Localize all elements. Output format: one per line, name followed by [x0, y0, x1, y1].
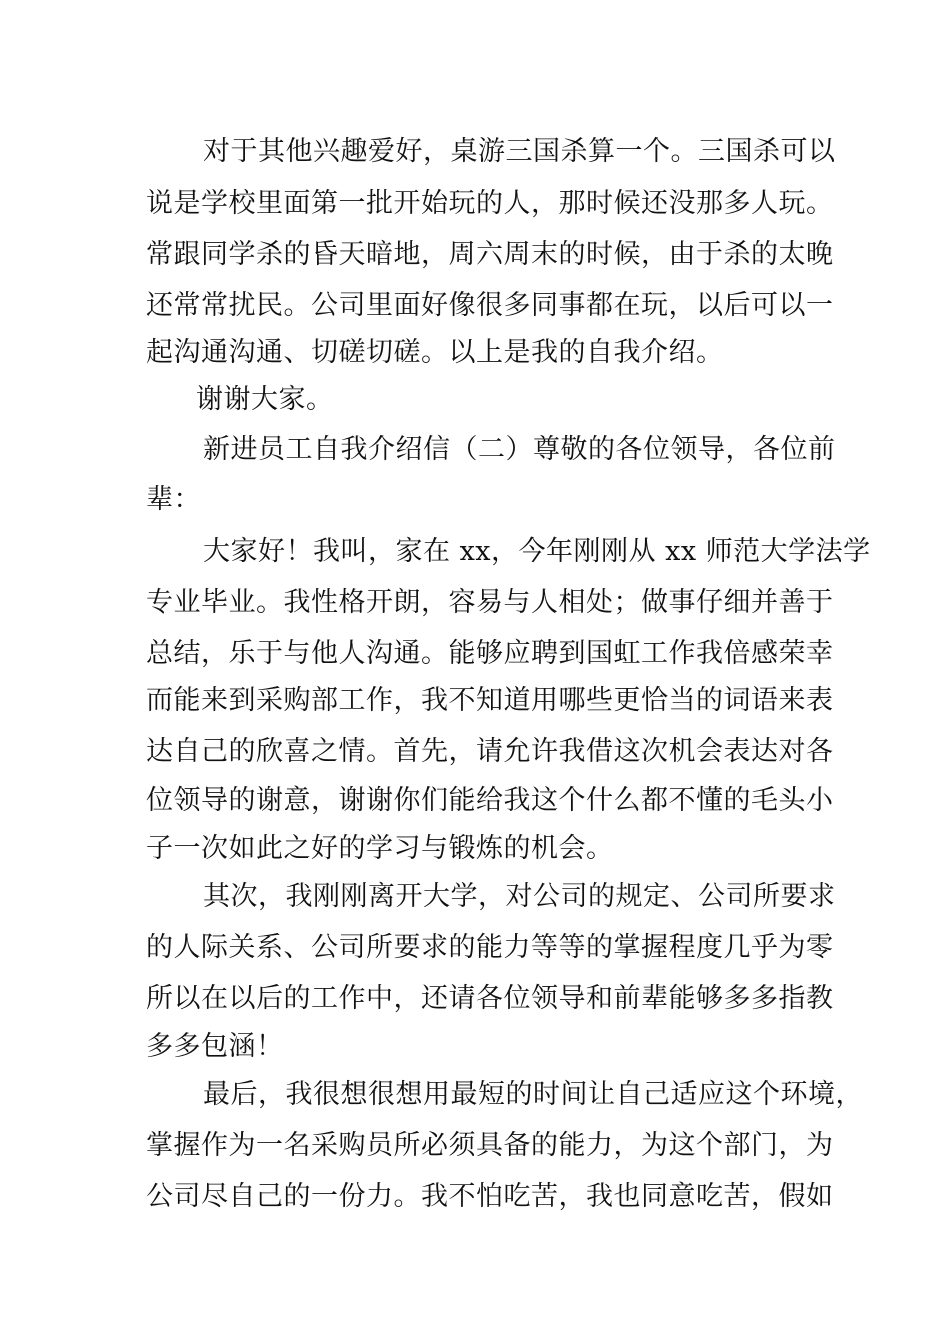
text-line: 新进员工自我介绍信（二）尊敬的各位领导，各位前 [203, 434, 836, 465]
text-line: 对于其他兴趣爱好，桌游三国杀算一个。三国杀可以 [203, 136, 836, 167]
text-line: 谢谢大家。 [196, 384, 334, 415]
text-line: 多多包涵！ [146, 1031, 284, 1062]
text-line: 达自己的欣喜之情。首先，请允许我借这次机会表达对各 [146, 736, 834, 767]
text-line: 大家好！我叫，家在 xx，今年刚刚从 xx 师范大学法学 [203, 536, 871, 567]
text-line: 位领导的谢意，谢谢你们能给我这个什么都不懂的毛头小 [146, 785, 834, 816]
text-line: 专业毕业。我性格开朗，容易与人相处；做事仔细并善于 [146, 587, 834, 618]
text-line: 所以在以后的工作中，还请各位领导和前辈能够多多指教 [146, 983, 834, 1014]
text-line: 公司尽自己的一份力。我不怕吃苦，我也同意吃苦，假如 [146, 1181, 834, 1212]
text-line: 常跟同学杀的昏天暗地，周六周末的时候，由于杀的太晚 [146, 239, 834, 270]
text-line: 最后，我很想很想用最短的时间让自己适应这个环境， [203, 1079, 863, 1110]
text-line: 的人际关系、公司所要求的能力等等的掌握程度几乎为零 [146, 932, 834, 963]
text-line: 子一次如此之好的学习与锻炼的机会。 [146, 833, 614, 864]
text-line: 说是学校里面第一批开始玩的人，那时候还没那多人玩。 [146, 188, 834, 219]
text-line: 起沟通沟通、切磋切磋。以上是我的自我介绍。 [146, 337, 724, 368]
text-line: 总结，乐于与他人沟通。能够应聘到国虹工作我倍感荣幸 [146, 638, 834, 669]
text-line: 掌握作为一名采购员所必须具备的能力，为这个部门，为 [146, 1130, 834, 1161]
text-line: 而能来到采购部工作，我不知道用哪些更恰当的词语来表 [146, 685, 834, 716]
text-line: 辈： [146, 484, 201, 515]
text-line: 其次，我刚刚离开大学，对公司的规定、公司所要求 [203, 881, 836, 912]
text-line: 还常常扰民。公司里面好像很多同事都在玩，以后可以一 [146, 290, 834, 321]
